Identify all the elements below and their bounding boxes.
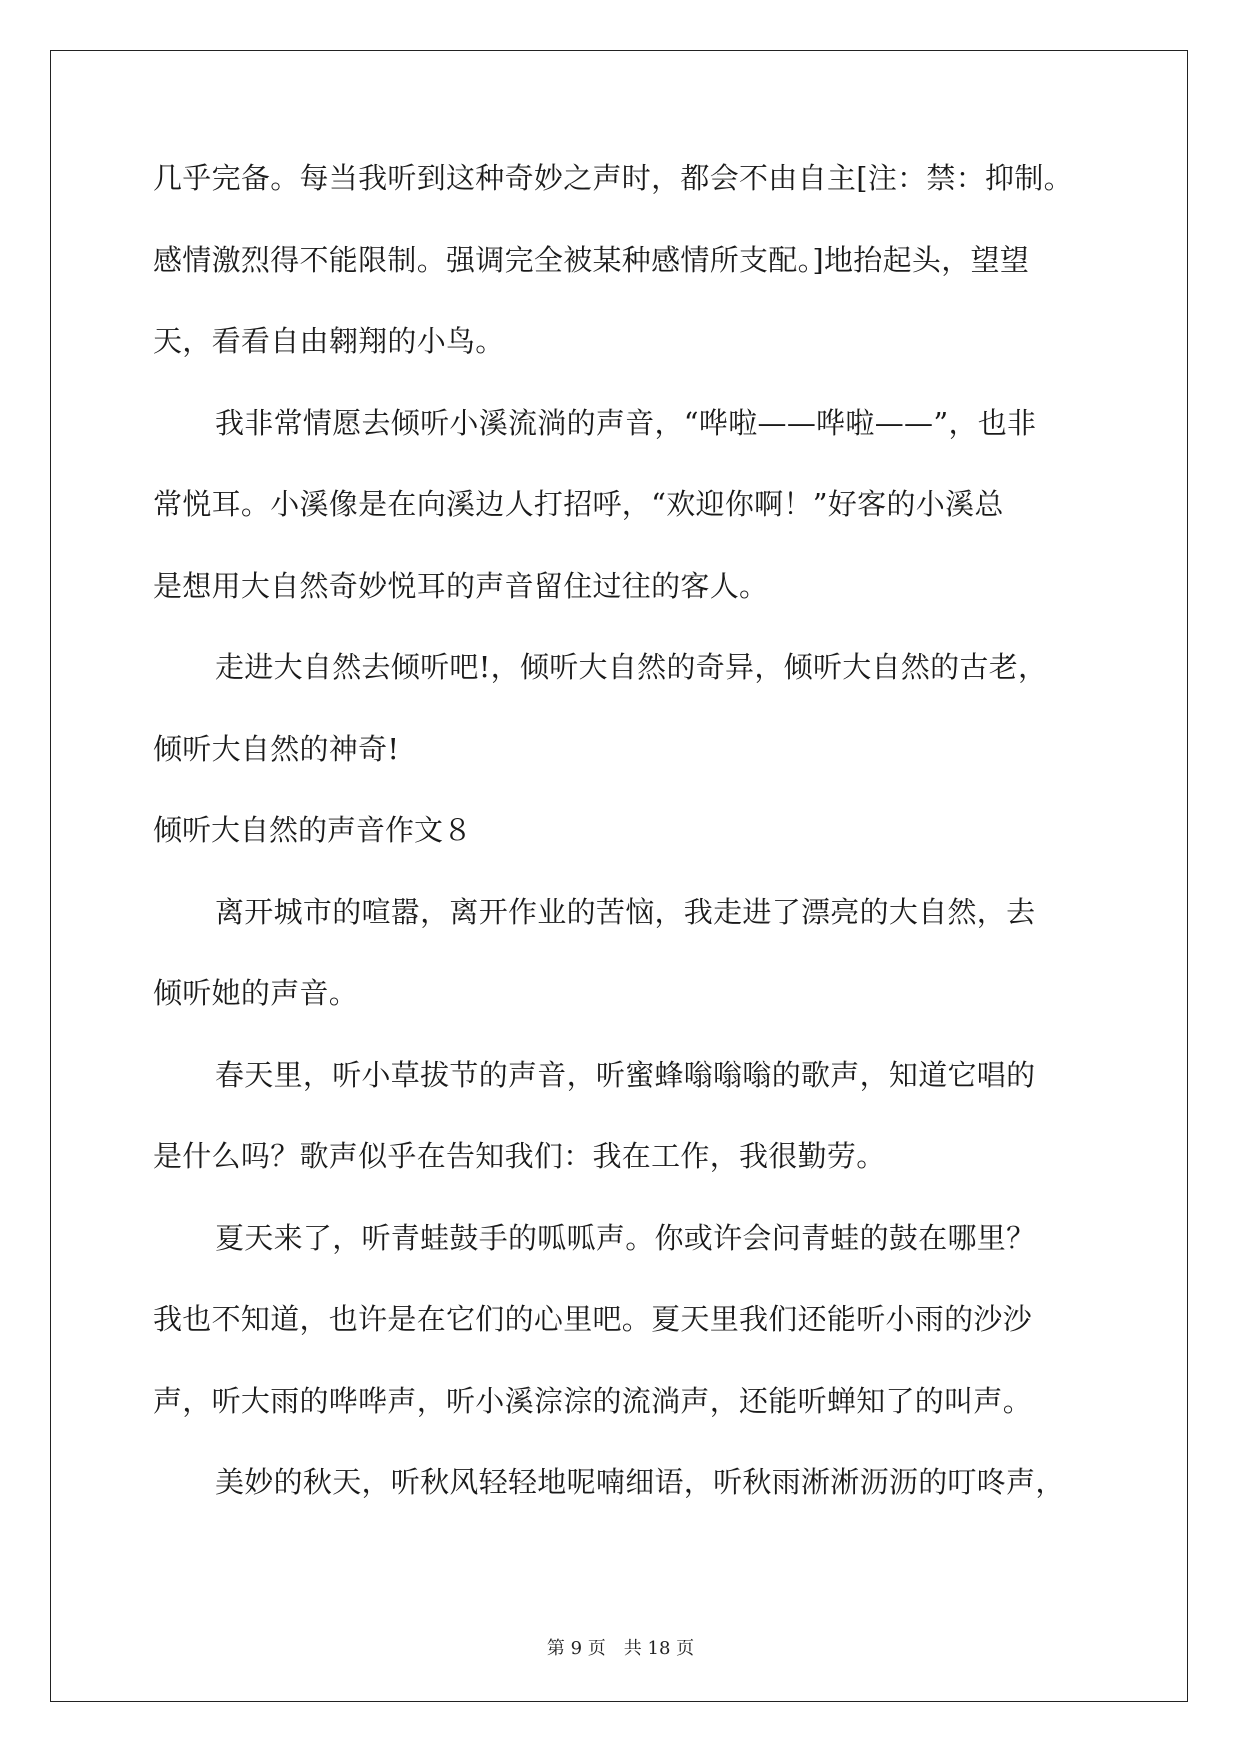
text-line: 我也不知道，也许是在它们的心里吧。夏天里我们还能听小雨的沙沙 (153, 1302, 1033, 1336)
section-title: 倾听大自然的声音作文８ (153, 813, 473, 847)
paragraph-start: 离开城市的喧嚣，离开作业的苦恼，我走进了漂亮的大自然，去 (215, 894, 1036, 929)
text-line: 倾听她的声音。 (153, 976, 359, 1010)
text-line: 声，听大雨的哗哗声，听小溪淙淙的流淌声，还能听蝉知了的叫声。 (153, 1383, 1033, 1418)
page-number-footer: 第 9 页 共 18 页 (546, 1638, 695, 1659)
paragraph-start: 我非常情愿去倾听小溪流淌的声音，“哗啦——哗啦——”，也非 (215, 405, 1037, 440)
text-line: 常悦耳。小溪像是在向溪边人打招呼，“欢迎你啊！”好客的小溪总 (153, 487, 1004, 521)
text-line: 天，看看自由翱翔的小鸟。 (153, 324, 505, 358)
paragraph-start: 美妙的秋天，听秋风轻轻地呢喃细语，听秋雨淅淅沥沥的叮咚声， (215, 1465, 1065, 1499)
document-body (153, 158, 1099, 1544)
text-line: 感情激烈得不能限制。强调完全被某种感情所支配。]地抬起头，望望 (153, 242, 1030, 277)
text-line: 是想用大自然奇妙悦耳的声音留住过往的客人。 (153, 568, 769, 603)
paragraph-start: 春天里，听小草拔节的声音，听蜜蜂嗡嗡嗡的歌声，知道它唱的 (215, 1057, 1036, 1092)
text-line: 是什么吗？歌声似乎在告知我们：我在工作，我很勤劳。 (153, 1139, 886, 1173)
text-line: 倾听大自然的神奇! (153, 731, 400, 766)
paragraph-start: 走进大自然去倾听吧!，倾听大自然的奇异，倾听大自然的古老， (215, 650, 1048, 684)
text-line: 几乎完备。每当我听到这种奇妙之声时，都会不由自主[注：禁：抑制。 (153, 161, 1073, 195)
paragraph-start: 夏天来了，听青蛙鼓手的呱呱声。你或许会问青蛙的鼓在哪里？ (215, 1220, 1036, 1255)
